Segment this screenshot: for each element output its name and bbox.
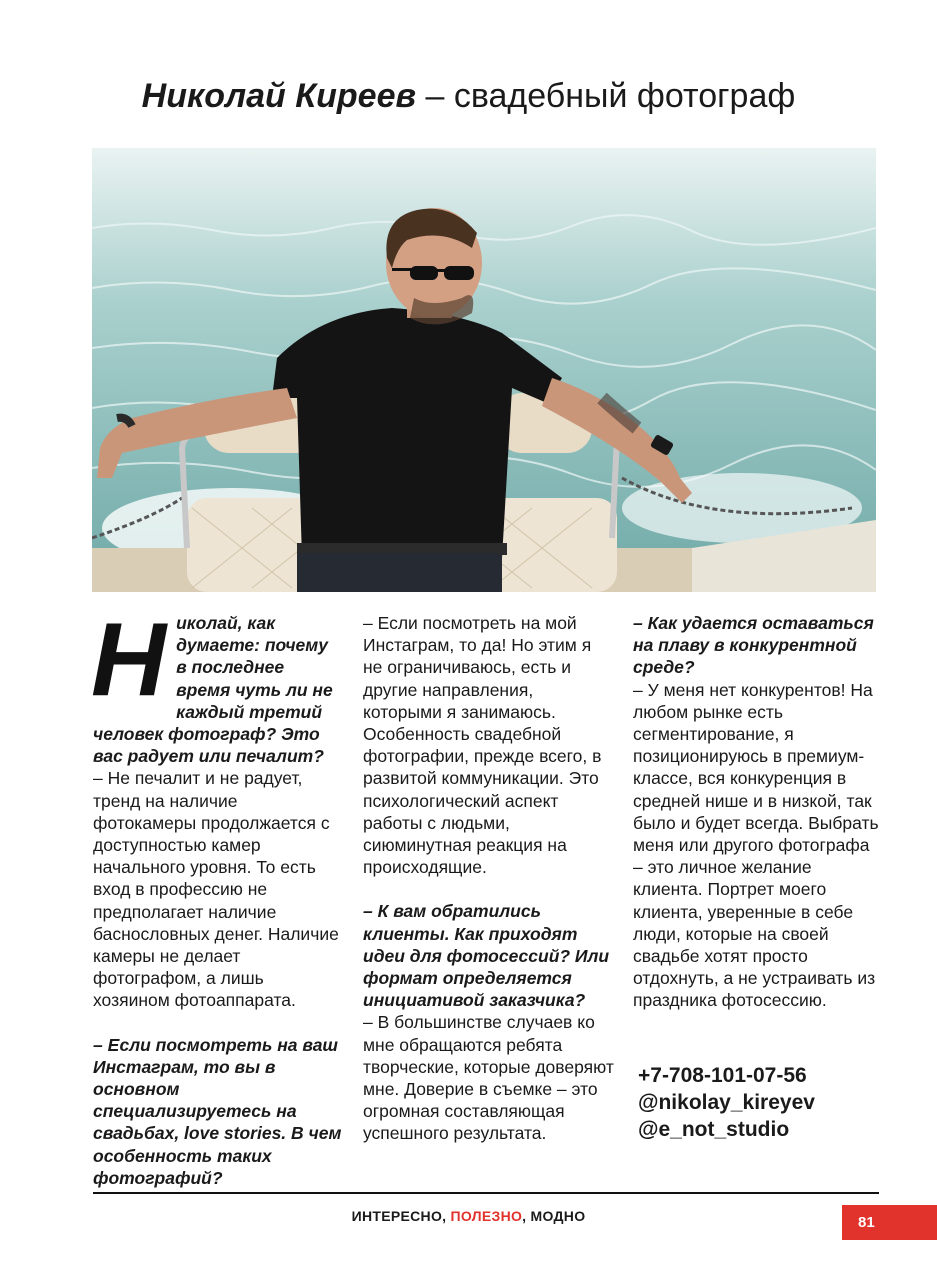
title-subtitle: – свадебный фотограф (416, 77, 796, 115)
question-2: – Если посмотреть на ваш Инстаграм, то вы в основном специализируетесь на свадьбах, love stories. В чем особенность таких фотографий? (93, 1034, 342, 1188)
page-title (0, 74, 937, 118)
answer-2: – Если посмотреть на мой Инстаграм, то да! Но этим я не ограничиваюсь, есть и другие направления, которыми я занимаюсь. Особенность свадебной фотографии, прежде всего, в развитой коммуникации. Это психологический аспект работы с людьми, сиюминутная реакция на происходящие. (363, 613, 602, 878)
question-4: – Как удается оставаться на плаву в конкурентной среде? (633, 613, 874, 678)
contacts-block (638, 1062, 815, 1143)
slogan-part-1: ИНТЕРЕСНО, (351, 1208, 451, 1224)
answer-3: – В большинстве случаев ко мне обращаются ребята творческие, которые доверяют мне. Доверие в съемке – это огромная составляющая успешного результата. (363, 1012, 614, 1144)
question-3: – К вам обратились клиенты. Как приходят идеи для фотосессий? Или формат определяется инициативой заказчика? (363, 901, 610, 1011)
answer-1: – Не печалит и не радует, тренд на наличие фотокамеры продолжается с доступностью камер начального уровня. То есть вход в профессию не предполагает наличие баснословных денег. Наличие камеры не делает фотографом, а лишь хозяином фотоаппарата. (93, 768, 339, 1011)
slogan-part-3: , МОДНО (522, 1208, 586, 1224)
page-number: 81 (842, 1205, 937, 1240)
article-column-3 (633, 612, 883, 1012)
article-column-2 (363, 612, 615, 1145)
footer-slogan (0, 1208, 937, 1224)
question-1: иколай, как думаете: почему в последнее время чуть ли не каждый третий человек фотограф? Это вас радует или печалит? (93, 613, 333, 767)
paragraph-gap (363, 878, 615, 900)
title-name: Николай Киреев (141, 77, 417, 115)
article-column-1 (91, 602, 343, 1189)
hero-photo (92, 148, 876, 592)
drop-cap: Н (91, 602, 167, 718)
footer-divider (93, 1192, 879, 1194)
slogan-part-2: ПОЛЕЗНО (450, 1208, 523, 1224)
instagram-handle-studio[interactable]: @e_not_studio (638, 1118, 790, 1141)
instagram-handle-personal[interactable]: @nikolay_kireyev (638, 1091, 815, 1114)
paragraph-gap (93, 1012, 343, 1034)
phone-number[interactable]: +7-708-101-07-56 (638, 1064, 807, 1087)
answer-4: – У меня нет конкурентов! На любом рынке есть сегментирование, я позиционируюсь в премиум-классе, вся конкуренция в средней нише и в низкой, так было и будет всегда. Выбрать меня или другого фотографа – это личное желание клиента. Портрет моего клиента, уверенные в себе люди, которые на своей свадьбе хотят просто отдохнуть, а не устраивать из праздника фотосессию. (633, 679, 879, 1011)
